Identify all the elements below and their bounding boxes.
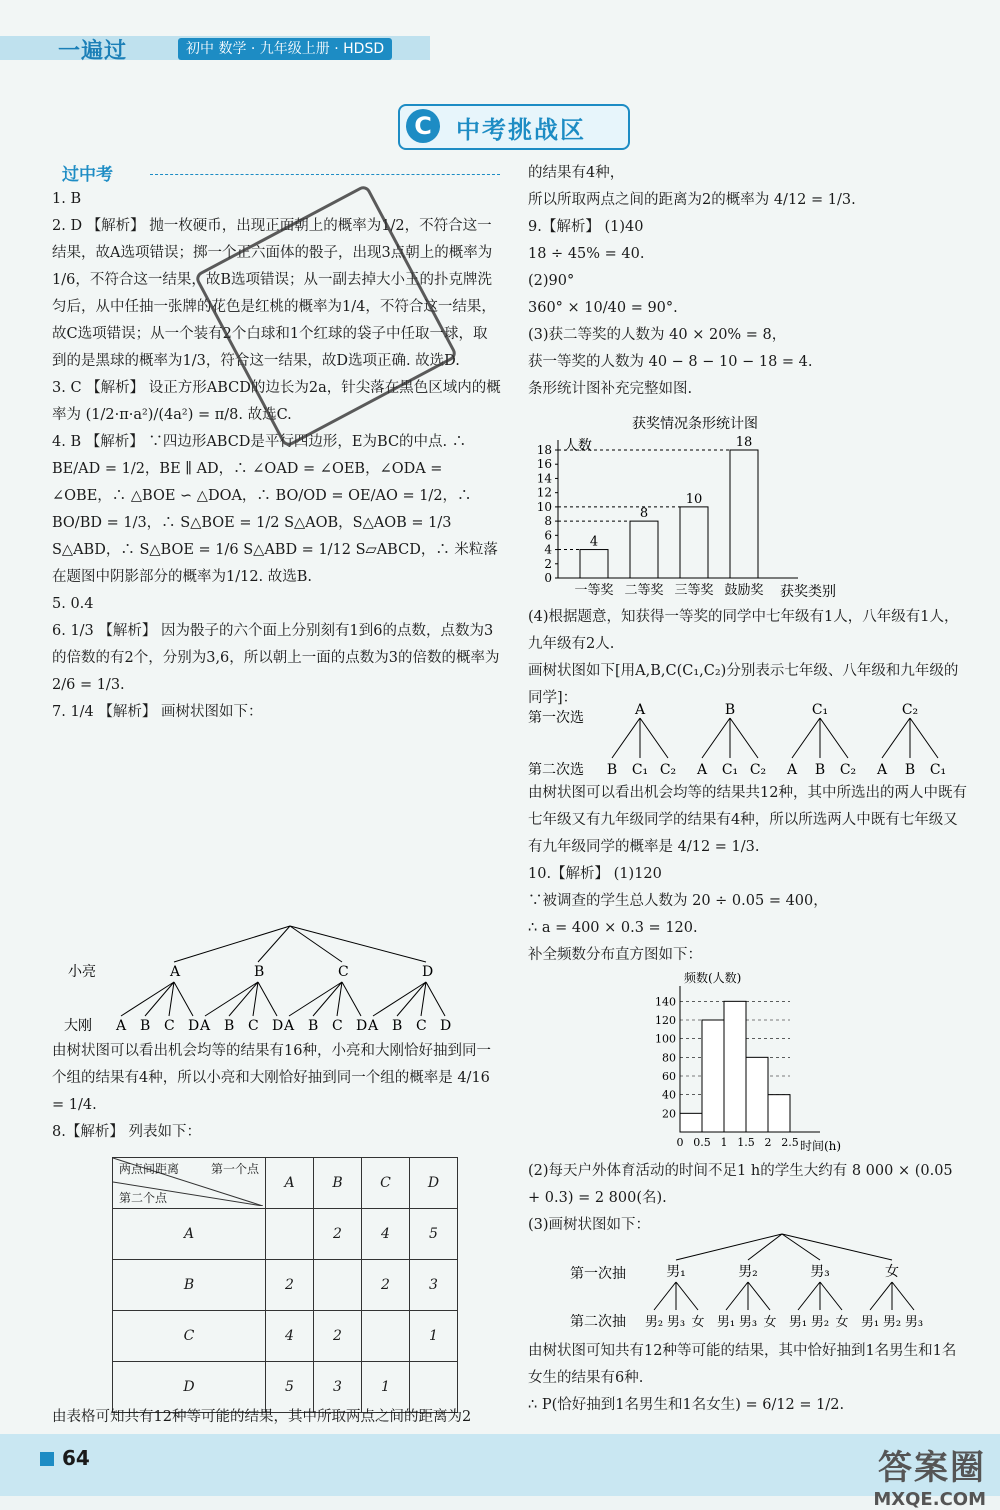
answer-8-prob: 所以所取两点之间的距离为2的概率为 4/12 = 1/3. (528, 192, 856, 208)
tree-branch (290, 926, 342, 962)
hist-bar (768, 1095, 790, 1132)
tree-leaf: B (224, 1018, 235, 1034)
answer-9-note: 条形统计图补充完整如图. (528, 381, 693, 397)
subsection-divider (150, 174, 500, 175)
tree-diagram-q7 (60, 920, 500, 1040)
tree-leaf: D (188, 1018, 200, 1034)
histogram-marks (655, 986, 820, 1149)
y-tick-label: 0 (544, 571, 552, 585)
tree-branch (121, 982, 174, 1016)
row-header: D (113, 1362, 266, 1413)
bar (680, 507, 708, 578)
hist-x-tick-label: 0.5 (693, 1136, 711, 1149)
tree-node: B (724, 702, 736, 718)
tree-node: 男₁ (666, 1264, 686, 1280)
table-cell: 1 (362, 1362, 410, 1413)
tree-leaf: C₂ (659, 762, 677, 778)
brand-logo: 一遍过 (58, 39, 128, 64)
table-corner (113, 1158, 266, 1209)
tree-row-label: 大刚 (64, 1018, 92, 1034)
answer-10-1: 10.【解析】 (1)120 (528, 866, 662, 882)
tree-leaf: C (332, 1018, 343, 1034)
distance-table (112, 1157, 458, 1413)
hist-y-tick-label: 20 (662, 1107, 676, 1121)
answer-10-calc: ∵被调查的学生总人数为 20 ÷ 0.05 = 400， (528, 893, 828, 909)
table-row (113, 1260, 458, 1311)
answer-10-2: (2)每天户外体育活动的时间不足1 h的学生大约有 8 000 × (0.05 + 0.3) = 2 800(名). (528, 1163, 953, 1206)
table-cell: 2 (266, 1260, 314, 1311)
page-number: 64 (62, 1446, 90, 1470)
tree-branch (174, 982, 193, 1016)
tree-row-label: 第二次选 (528, 762, 584, 778)
y-tick-label: 14 (536, 471, 552, 486)
tree-row-label: 第一次抽 (570, 1266, 626, 1282)
answer-9-4: (4)根据题意，知获得一等奖的同学中七年级有1人，八年级有1人，九年级有2人. (528, 609, 959, 652)
tree-leaf: C₂ (749, 762, 767, 778)
row-header: A (113, 1209, 266, 1260)
tree-node: 男₂ (738, 1264, 758, 1280)
bar-value-label: 18 (735, 435, 753, 450)
row-header: B (113, 1260, 266, 1311)
tree-q7-group (64, 926, 451, 1034)
hist-bar (746, 1057, 768, 1132)
answer-7-text: 由树状图可以看出机会均等的结果有16种，小亮和大刚恰好抽到同一个组的结果有4种，所以小亮和大刚恰好抽到同一个组的概率是 4/16 = 1/4. (52, 1043, 491, 1113)
tree-leaf: D (440, 1018, 452, 1034)
tree-node: A (170, 964, 181, 980)
table-cell: 2 (314, 1209, 362, 1260)
tree-branch (820, 1282, 842, 1310)
y-tick-label: 12 (536, 485, 552, 500)
tree-branch (910, 718, 938, 758)
table-cell (362, 1311, 410, 1362)
tree-leaf: C₁ (929, 762, 947, 778)
answer-8-conclusion (52, 1404, 502, 1431)
tree-branch (798, 1282, 820, 1310)
tree-branch (782, 1234, 892, 1260)
tree-leaf: 男₃ (738, 1315, 758, 1330)
hist-y-tick-label: 140 (655, 995, 676, 1009)
hist-x-tick-label: 1 (720, 1136, 728, 1149)
answer-7: 7. 1/4 【解析】 画树状图如下： (52, 704, 263, 720)
tree-diagram-q9 (528, 696, 968, 782)
tree-node: C₂ (901, 702, 919, 718)
tree-branch (820, 718, 848, 758)
bar-category-label: 鼓励奖 (724, 583, 764, 598)
tree-branch (676, 1234, 782, 1260)
chart-xlabel: 获奖类别 (780, 584, 836, 600)
right-column-q10c (528, 1338, 968, 1419)
y-tick-label: 18 (536, 443, 552, 457)
table-header-row (113, 1158, 458, 1209)
tree-branch (730, 718, 758, 758)
tree-branch (640, 718, 668, 758)
answer-9-2: (2)90° (528, 273, 575, 289)
answer-8-intro: 8.【解析】 列表如下： (52, 1124, 201, 1140)
tree-q9-group (528, 702, 946, 778)
corner-label-3: 第二个点 (119, 1191, 168, 1205)
tree-branch (426, 982, 445, 1016)
tree-leaf: B (606, 762, 618, 778)
subsection-title: 过中考 (62, 165, 113, 185)
tree-branch (373, 982, 426, 1016)
tree-leaf: A (284, 1018, 295, 1034)
tree-branch (782, 1234, 820, 1260)
tree-node: A (634, 702, 646, 718)
answer-9-1: 9.【解析】 (1)40 (528, 219, 644, 235)
answer-2: 2. D 【解析】 抛一枚硬币，出现正面朝上的概率为1/2，不符合这一结果，故A选项错误；掷一个正六面体的骰子，出现3点朝上的概率为1/6，不符合这一结果，故B选项错误；从一副去掉大小王的扑克牌洗匀后，从中任抽一张牌的花色是红桃的概率为1/4，不符合这一结果，故C选项错误；从一个装有2个白球和1个红球的袋子中任取一球，取到的是黑球的概率为1/3，符合这一结果，故D选项正确. 故选D. (52, 218, 496, 369)
bar (580, 550, 608, 578)
hist-y-tick-label: 80 (662, 1051, 676, 1065)
tree-leaf: A (696, 762, 708, 778)
tree-leaf: 男₃ (666, 1315, 686, 1330)
hist-y-tick-label: 120 (655, 1014, 676, 1027)
table-cell: 5 (266, 1362, 314, 1413)
tree-branch (870, 1282, 892, 1310)
y-tick-label: 6 (544, 528, 552, 543)
right-column-top (528, 160, 968, 403)
tree-leaf: B (392, 1018, 403, 1034)
tree-branch (205, 982, 258, 1016)
hist-bar (702, 1020, 724, 1132)
page-number-marker (40, 1452, 54, 1466)
table-cell: 5 (410, 1209, 458, 1260)
answer-9-3: (3)获二等奖的人数为 40 × 20% = 8， (528, 327, 787, 343)
y-tick-label: 16 (536, 457, 552, 472)
tree-branch (702, 718, 730, 758)
award-bar-chart (530, 410, 860, 602)
bar (730, 450, 758, 578)
table-cell: 2 (314, 1311, 362, 1362)
y-tick-label: 2 (544, 556, 552, 571)
tree-branch (258, 982, 277, 1016)
tree-leaf: 男₂ (882, 1315, 902, 1330)
tree-leaf: A (116, 1018, 127, 1034)
tree-leaf: 男₂ (810, 1315, 830, 1330)
hist-x-tick-label: 2.5 (781, 1136, 799, 1149)
tree-row-label: 第一次选 (528, 710, 584, 726)
answer-8-cont: 的结果有4种， (528, 165, 625, 181)
tree-leaf: C (164, 1018, 175, 1034)
y-tick-label: 4 (544, 542, 552, 557)
tree-leaf: A (876, 762, 888, 778)
tree-leaf: B (814, 762, 826, 778)
answer-3: 3. C 【解析】 设正方形ABCD的边长为2a，针尖落在黑色区域内的概率为 (1/2·π·a²)/(4a²) = π/8. 故选C. (52, 380, 501, 423)
tree-leaf: A (200, 1018, 211, 1034)
tree-leaf: C (248, 1018, 259, 1034)
section-icon: C (406, 109, 440, 143)
table-cell: 3 (314, 1362, 362, 1413)
hist-bar (680, 1113, 702, 1132)
tree-leaf: 男₁ (716, 1315, 736, 1330)
answer-9-calc2: 360° × 10/40 = 90°. (528, 300, 678, 316)
table-cell: 4 (266, 1311, 314, 1362)
tree-branch (290, 926, 426, 962)
hist-y-tick-label: 100 (655, 1032, 676, 1046)
col-header: D (410, 1158, 458, 1209)
table-cell (266, 1209, 314, 1260)
tree-node: C (338, 964, 349, 980)
answer-7-conclusion (52, 1038, 502, 1146)
table-cell (314, 1260, 362, 1311)
bar-category-label: 一等奖 (574, 583, 614, 598)
site-watermark (873, 1440, 986, 1510)
tree-branch (654, 1282, 676, 1310)
bar-chart-marks (537, 435, 798, 598)
hist-y-tick-label: 60 (662, 1070, 676, 1083)
tree-leaf: 男₂ (644, 1315, 664, 1330)
tree-leaf: 女 (763, 1315, 777, 1330)
tree-leaf: 女 (835, 1315, 849, 1330)
y-tick-label: 8 (544, 514, 552, 529)
tree-leaf: B (140, 1018, 151, 1034)
tree-branch (676, 1282, 698, 1310)
table-cell: 1 (410, 1311, 458, 1362)
tree-row-label: 小亮 (68, 964, 96, 980)
bar (630, 521, 658, 578)
tree-leaf: D (356, 1018, 368, 1034)
col-header: A (266, 1158, 314, 1209)
answer-9-calc: 18 ÷ 45% = 40. (528, 246, 645, 262)
tree-leaf: A (786, 762, 798, 778)
answer-1: 1. B (52, 191, 82, 207)
tree-node: C₁ (811, 702, 829, 718)
tree-leaf: C (416, 1018, 427, 1034)
row-header: C (113, 1311, 266, 1362)
hist-bar (724, 1001, 746, 1132)
answer-10-conclusion: 由树状图可知共有12种等可能的结果，其中恰好抽到1名男生和1名女生的结果有6种. (528, 1343, 957, 1386)
watermark-url: MXQE.COM (873, 1489, 986, 1510)
table-row (113, 1311, 458, 1362)
answer-9-tree-intro: 画树状图如下[用A,B,C(C₁,C₂)分别表示七年级、八年级和九年级的同学]： (528, 663, 959, 706)
tree-branch (612, 718, 640, 758)
y-tick-label: 10 (536, 499, 552, 514)
answer-10-3: (3)画树状图如下： (528, 1217, 651, 1233)
chart-title: 获奖情况条形统计图 (632, 416, 758, 432)
tree-leaf: B (308, 1018, 319, 1034)
tree-leaf: C₁ (631, 762, 649, 778)
answer-10-calc2: ∴ a = 400 × 0.3 = 120. (528, 920, 698, 936)
table-row (113, 1209, 458, 1260)
answer-9-conclusion: 由树状图可以看出机会均等的结果共12种，其中所选出的两人中既有七年级又有九年级同学的结果有4种，所以所选两人中既有七年级又有九年级同学的概率是 4/12 = 1/3. (528, 785, 967, 855)
tree-leaf: 男₃ (904, 1315, 924, 1330)
bar-value-label: 8 (639, 506, 649, 522)
time-histogram (640, 966, 860, 1156)
bar-category-label: 二等奖 (624, 583, 664, 598)
tree-leaf: 男₁ (860, 1315, 880, 1330)
section-header (398, 104, 630, 150)
col-header: C (362, 1158, 410, 1209)
bar-value-label: 4 (589, 534, 599, 550)
answer-8-text: 由表格可知共有12种等可能的结果，其中所取两点之间的距离为2 (52, 1409, 472, 1425)
hist-ylabel: 频数(人数) (684, 971, 742, 985)
hist-y-tick-label: 40 (662, 1088, 676, 1102)
book-subtitle: 初中 数学 · 九年级上册 · HDSD (178, 38, 392, 60)
corner-label-1: 两点间距离 (119, 1162, 180, 1176)
table-cell: 3 (410, 1260, 458, 1311)
tree-leaf: 女 (691, 1315, 705, 1330)
section-title: 中考挑战区 (456, 116, 586, 144)
corner-label-2: 第一个点 (210, 1162, 259, 1176)
hist-x-tick-label: 1.5 (737, 1136, 755, 1149)
hist-x-tick-label: 2 (764, 1136, 772, 1149)
hist-x-tick-label: 0 (676, 1136, 684, 1149)
bar-value-label: 10 (685, 491, 703, 507)
col-header: B (314, 1158, 362, 1209)
tree-branch (289, 982, 342, 1016)
answer-9-calc3: 获一等奖的人数为 40 − 8 − 10 − 18 = 4. (528, 354, 813, 370)
tree-branch (892, 1282, 914, 1310)
tree-branch (748, 1282, 770, 1310)
answer-10-prob: ∴ P(恰好抽到1名男生和1名女生) = 6/12 = 1/2. (528, 1397, 845, 1413)
tree-branch (882, 718, 910, 758)
tree-diagram-q10 (570, 1230, 950, 1340)
right-column-q9c (528, 780, 968, 969)
tree-node: D (422, 964, 434, 980)
table-cell: 4 (362, 1209, 410, 1260)
answer-10-hist-intro: 补全频数分布直方图如下： (528, 947, 702, 963)
tree-leaf: 男₁ (788, 1315, 808, 1330)
bar-category-label: 三等奖 (674, 583, 714, 598)
answer-6: 6. 1/3 【解析】 因为骰子的六个面上分别刻有1到6的点数，点数为3的倍数的有2个，分别为3,6，所以朝上一面的点数为3的倍数的概率为 2/6 = 1/3. (52, 623, 500, 693)
answer-5: 5. 0.4 (52, 596, 94, 612)
tree-branch (174, 926, 290, 962)
tree-node: 女 (885, 1264, 899, 1280)
tree-leaf: D (272, 1018, 284, 1034)
tree-leaf: C₂ (839, 762, 857, 778)
tree-q10-group (570, 1234, 923, 1330)
tree-leaf: B (904, 762, 916, 778)
tree-leaf: A (368, 1018, 379, 1034)
tree-node: 男₃ (810, 1264, 830, 1280)
tree-node: B (254, 964, 265, 980)
chart-ylabel: 人数 (564, 438, 592, 454)
watermark-logo: 答案圈 (878, 1448, 986, 1488)
hist-xlabel: 时间(h) (800, 1139, 842, 1153)
tree-leaf: C₁ (721, 762, 739, 778)
right-column-q10b (528, 1158, 968, 1239)
answer-4: 4. B 【解析】 ∵四边形ABCD是平行四边形，E为BC的中点. ∴ BE/AD = 1/2，BE ∥ AD，∴ ∠OAD = ∠OEB，∠ODA = ∠OBE，∴ △BOE ∽ △DOA，∴ BO/OD = OE/AO = 1/2，∴ BO/BD = 1/3，∴ S△BOE = 1/2 S△AOB，S△AOB = 1/3 S△ABD，∴ S△BOE = 1/6 S△ABD = 1/12 S▱ABCD，∴ 米粒落在题图中阴影部分的概率为1/12. 故选B. (52, 434, 498, 585)
tree-branch (726, 1282, 748, 1310)
footer-bar (0, 1434, 1000, 1496)
table-cell: 2 (362, 1260, 410, 1311)
tree-branch (342, 982, 361, 1016)
tree-row-label: 第二次抽 (570, 1314, 626, 1330)
tree-branch (792, 718, 820, 758)
